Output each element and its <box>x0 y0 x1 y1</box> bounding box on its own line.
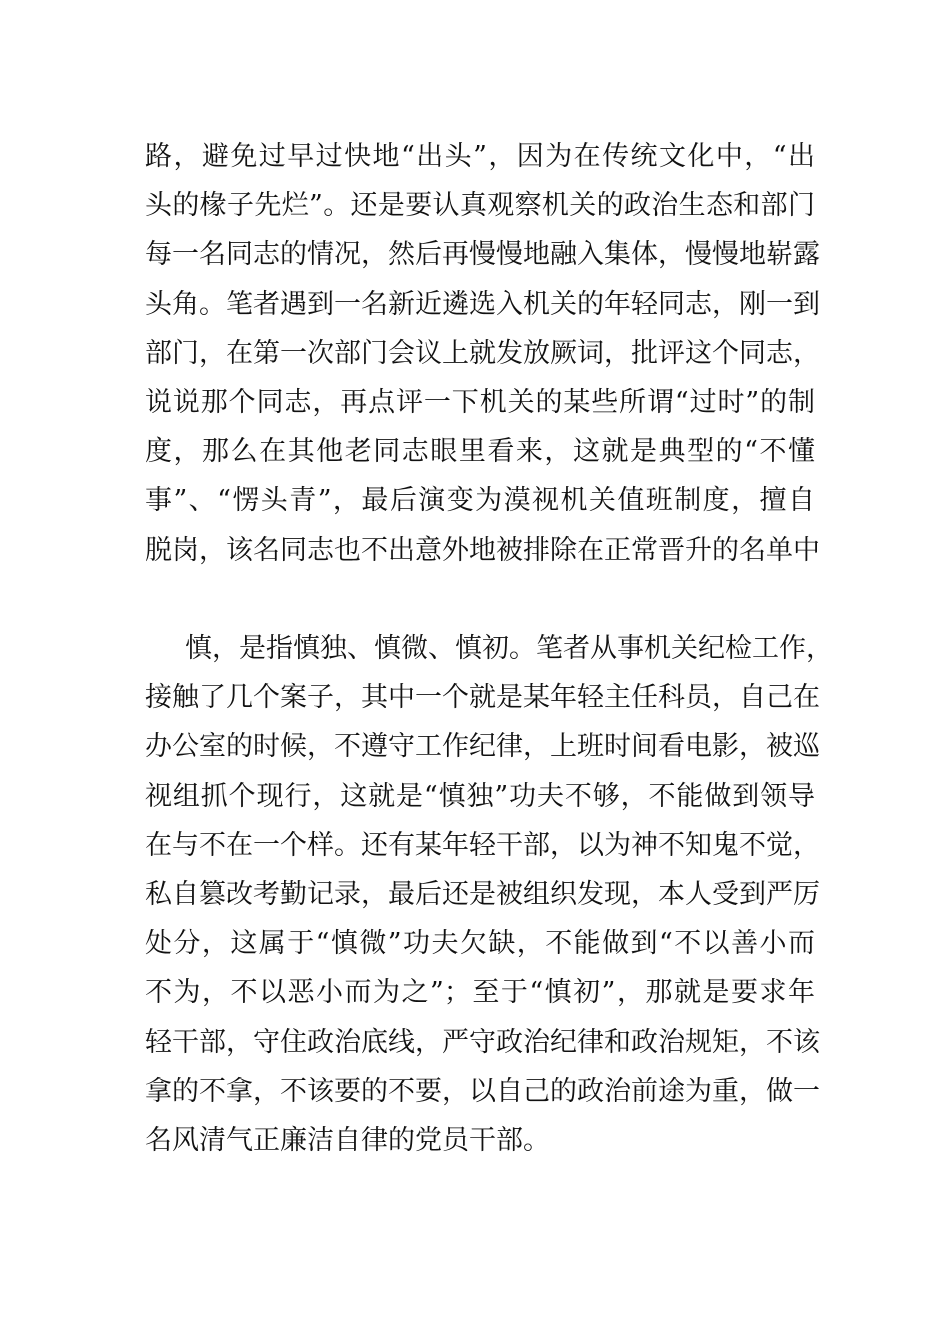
text-line: 每一名同志的情况，然后再慢慢地融入集体，慢慢地崭露 <box>145 239 820 271</box>
paragraph-1 <box>145 132 820 575</box>
text-line-last: 名风清气正廉洁自律的党员干部。 <box>145 1124 550 1156</box>
text-line: 事”、“愣头青”，最后演变为漠视机关值班制度，擅自 <box>145 485 815 517</box>
text-line: 脱岗，该名同志也不出意外地被排除在正常晋升的名单中 <box>145 534 820 566</box>
text-line: 接触了几个案子，其中一个就是某年轻主任科员，自己在 <box>145 682 820 714</box>
text-line: 私自篡改考勤记录，最后还是被组织发现，本人受到严厉 <box>145 878 820 910</box>
text-line: 处分，这属于“慎微”功夫欠缺，不能做到“不以善小而 <box>145 928 815 960</box>
text-line: 在与不在一个样。还有某年轻干部，以为神不知鬼不觉， <box>145 829 820 861</box>
text-line: 轻干部，守住政治底线，严守政治纪律和政治规矩，不该 <box>145 1026 820 1058</box>
text-line: 说说那个同志，再点评一下机关的某些所谓“过时”的制 <box>145 386 815 418</box>
text-line: 部门，在第一次部门会议上就发放厥词，批评这个同志， <box>145 337 820 369</box>
text-line: 不为，不以恶小而为之”；至于“慎初”，那就是要求年 <box>145 977 815 1009</box>
paragraph-2 <box>145 624 833 1165</box>
text-line: 头的椽子先烂”。还是要认真观察机关的政治生态和部门 <box>145 190 815 222</box>
text-line: 路，避免过早过快地“出头”，因为在传统文化中，“出 <box>145 141 815 172</box>
text-line-first: 慎，是指慎独、慎微、慎初。笔者从事机关纪检工作， <box>185 633 833 664</box>
text-line: 办公室的时候，不遵守工作纪律，上班时间看电影，被巡 <box>145 731 820 763</box>
text-line: 视组抓个现行，这就是“慎独”功夫不够，不能做到领导 <box>145 780 815 812</box>
text-line: 拿的不拿，不该要的不要，以自己的政治前途为重，做一 <box>145 1075 820 1107</box>
text-line: 度，那么在其他老同志眼里看来，这就是典型的“不懂 <box>145 436 815 468</box>
text-line: 头角。笔者遇到一名新近遴选入机关的年轻同志，刚一到 <box>145 288 820 320</box>
